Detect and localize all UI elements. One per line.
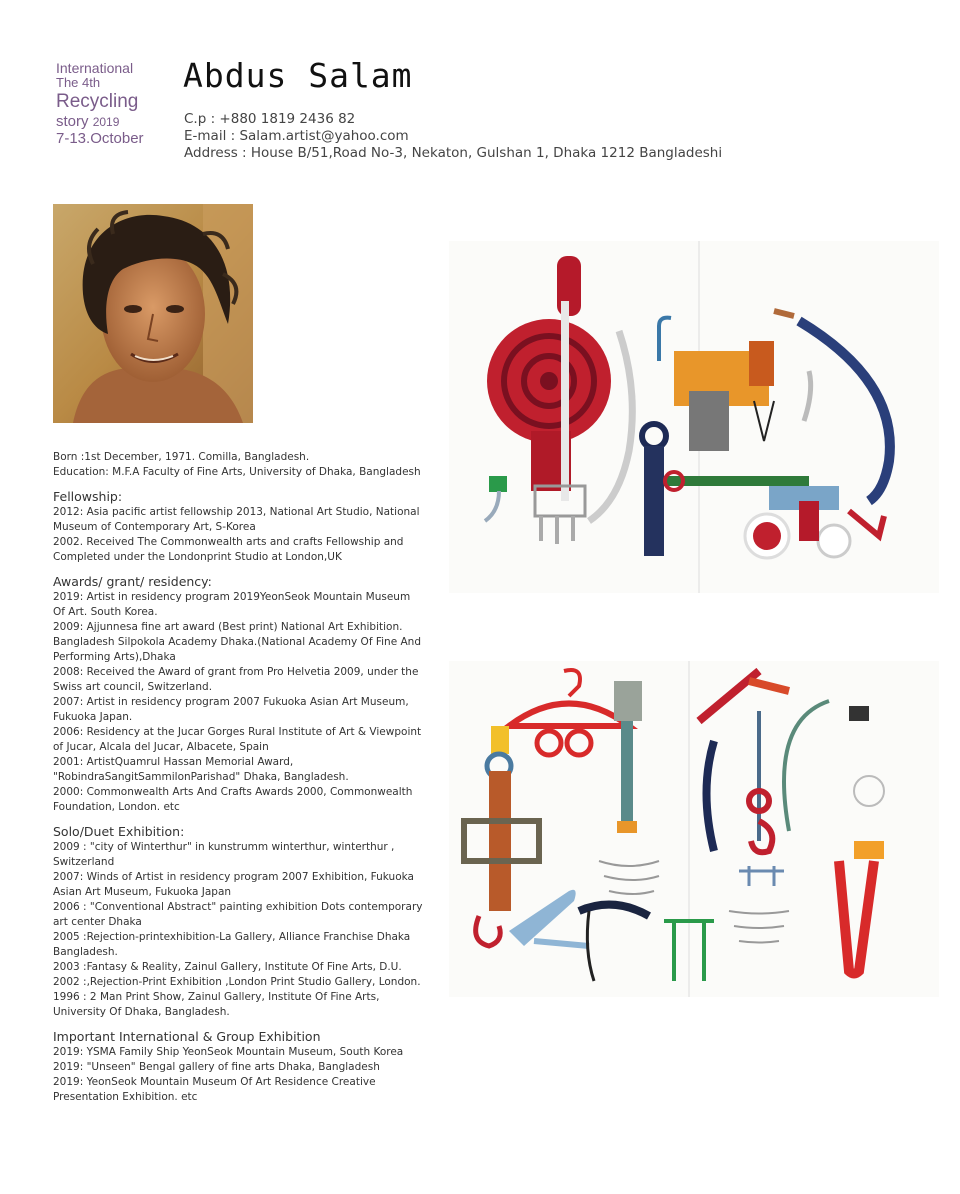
award-item: 2006: Residency at the Jucar Gorges Rural Institute of Art & Viewpoint of Jucar, Alcala del Jucar, Albacete, Spain xyxy=(53,726,422,753)
solo-exhibition-item: 1996 : 2 Man Print Show, Zainul Gallery, Institute Of Fine Arts, University Of Dhaka, Bangladesh. xyxy=(53,991,380,1018)
biography xyxy=(53,450,423,1105)
fellowship-item: 2012: Asia pacific artist fellowship 2013, National Art Studio, National Museum of Contemporary Art, S-Korea xyxy=(53,506,420,533)
solo-exhibition-item: 2003 :Fantasy & Reality, Zainul Gallery, Institute Of Fine Arts, D.U. xyxy=(53,961,402,973)
event-story-word: story xyxy=(56,112,89,130)
event-title xyxy=(56,60,144,147)
solo-exhibition-item: 2002 :,Rejection-Print Exhibition ,London Print Studio Gallery, London. xyxy=(53,976,421,988)
artist-name: Abdus Salam xyxy=(183,56,413,95)
event-line-recycling: Recycling xyxy=(56,91,139,113)
group-exhibition-item: 2019: YeonSeok Mountain Museum Of Art Residence Creative Presentation Exhibition. etc xyxy=(53,1076,376,1103)
award-item: 2001: ArtistQuamrul Hassan Memorial Award, "RobindraSangitSammilonParishad" Dhaka, Bangladesh. xyxy=(53,756,349,783)
award-item: 2019: Artist in residency program 2019YeonSeok Mountain Museum Of Art. South Korea. xyxy=(53,591,411,618)
born-text: Born :1st December, 1971. Comilla, Bangladesh. xyxy=(53,451,310,463)
award-item: 2008: Received the Award of grant from Pro Helvetia 2009, under the Swiss art council, Switzerland. xyxy=(53,666,419,693)
fellowship-item: 2002. Received The Commonwealth arts and crafts Fellowship and Completed under the Londonprint Studio at London,UK xyxy=(53,536,404,563)
postal-address: Address : House B/51,Road No-3, Nekaton, Gulshan 1, Dhaka 1212 Bangladeshi xyxy=(184,145,723,161)
contact-block xyxy=(184,111,722,162)
solo-exhibition-item: 2009 : "city of Winterthur" in kunstrumm winterthur, winterthur , Switzerland xyxy=(53,841,395,868)
artist-portrait xyxy=(53,204,253,423)
award-item: 2000: Commonwealth Arts And Crafts Awards 2000, Commonwealth Foundation, London. etc xyxy=(53,786,413,813)
phone-number: C.p : +880 1819 2436 82 xyxy=(184,111,356,127)
education-text: Education: M.F.A Faculty of Fine Arts, University of Dhaka, Bangladesh xyxy=(53,466,421,478)
email-address: E-mail : Salam.artist@yahoo.com xyxy=(184,128,409,144)
solo-exhibition-item: 2005 :Rejection-printexhibition-La Gallery, Alliance Franchise Dhaka Bangladesh. xyxy=(53,931,411,958)
fellowship-heading: Fellowship: xyxy=(53,489,123,504)
artwork-tools-top xyxy=(449,241,939,593)
artwork-tools-bottom xyxy=(449,661,939,997)
group-exhibition-item: 2019: YSMA Family Ship YeonSeok Mountain Museum, South Korea xyxy=(53,1046,404,1058)
event-line-edition: The 4th xyxy=(56,75,101,91)
group-exhibition-item: 2019: "Unseen" Bengal gallery of fine arts Dhaka, Bangladesh xyxy=(53,1061,380,1073)
awards-heading: Awards/ grant/ residency: xyxy=(53,574,212,589)
event-dates: 7-13.October xyxy=(56,130,144,148)
group-exhibition-heading: Important International & Group Exhibition xyxy=(53,1029,321,1044)
event-year: 2019 xyxy=(92,114,120,129)
event-line-story xyxy=(56,113,144,130)
event-line-international: International xyxy=(56,60,134,76)
solo-exhibition-item: 2006 : "Conventional Abstract" painting exhibition Dots contemporary art center Dhaka xyxy=(53,901,423,928)
award-item: 2007: Artist in residency program 2007 Fukuoka Asian Art Museum, Fukuoka Japan. xyxy=(53,696,409,723)
solo-exhibition-item: 2007: Winds of Artist in residency program 2007 Exhibition, Fukuoka Asian Art Museum, Fukuoka Japan xyxy=(53,871,414,898)
solo-exhibition-heading: Solo/Duet Exhibition: xyxy=(53,824,185,839)
award-item: 2009: Ajjunnesa fine art award (Best print) National Art Exhibition. Bangladesh Silpokola Academy Dhaka.(National Academy Of Fine And Performing Arts),Dhaka xyxy=(53,621,422,663)
